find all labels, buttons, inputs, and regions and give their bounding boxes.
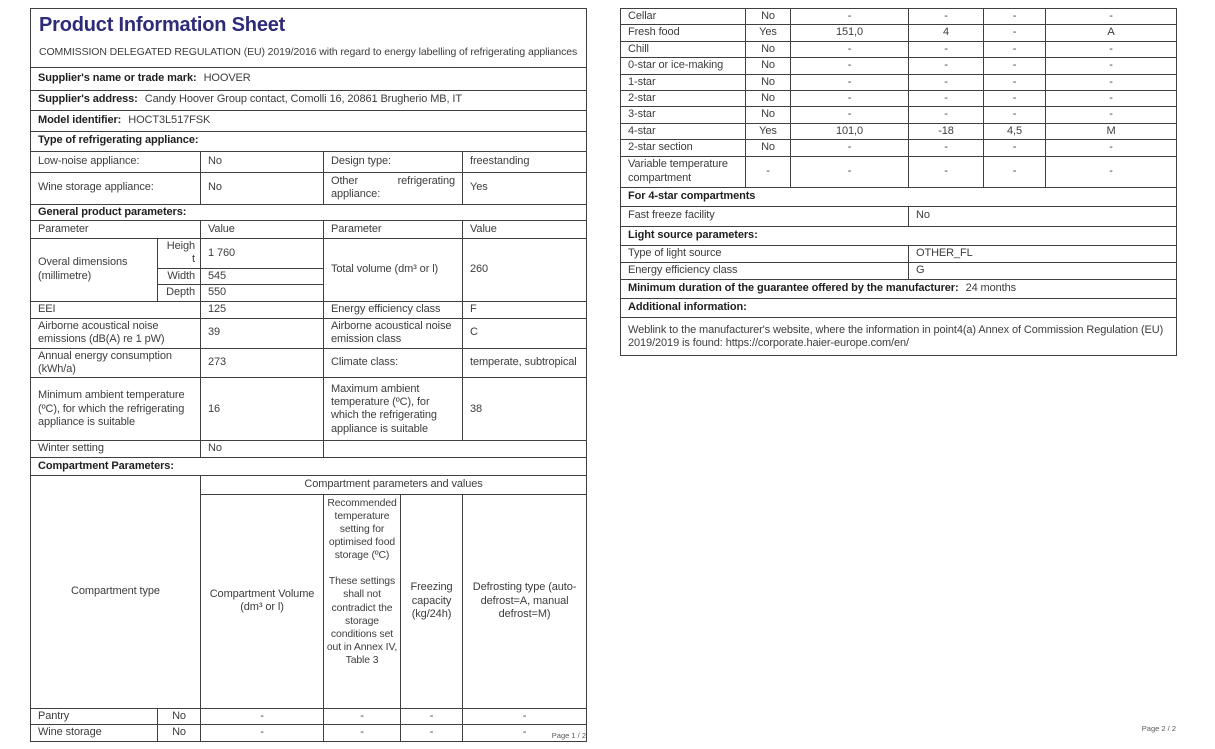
table-cell: Variable temperature compartment bbox=[621, 156, 746, 187]
table-cell: Minimum ambient temperature (ºC), for which the refrigerating appliance is suitable bbox=[31, 378, 201, 441]
table-cell: Airborne acoustical noise emission class bbox=[324, 318, 463, 348]
compartment-section-heading-row bbox=[31, 457, 587, 475]
table-cell: 273 bbox=[201, 348, 324, 378]
compartment-table-page2 bbox=[620, 8, 1177, 356]
table-cell: - bbox=[1046, 140, 1177, 156]
table-cell: No bbox=[746, 140, 791, 156]
table-cell: No bbox=[158, 708, 201, 724]
table-cell: 4 bbox=[909, 25, 984, 41]
table-cell: Design type: bbox=[324, 151, 463, 172]
table-cell: - bbox=[791, 140, 909, 156]
table-row bbox=[31, 172, 587, 204]
table-row bbox=[621, 91, 1177, 107]
fast-freeze-value: No bbox=[909, 206, 1177, 226]
table-cell: - bbox=[984, 156, 1046, 187]
table-cell: No bbox=[201, 151, 324, 172]
table-cell: Yes bbox=[463, 172, 587, 204]
table-cell: A bbox=[1046, 25, 1177, 41]
table-cell: No bbox=[201, 172, 324, 204]
compartment-section-heading: Compartment Parameters: bbox=[38, 459, 174, 472]
table-cell: 2-star section bbox=[621, 140, 746, 156]
table-row bbox=[31, 301, 587, 318]
page-title: Product Information Sheet bbox=[39, 14, 286, 36]
compartment-volume-header: Compartment Volume (dm³ or l) bbox=[201, 494, 324, 708]
four-star-heading: For 4-star compartments bbox=[628, 189, 756, 202]
table-cell: - bbox=[791, 156, 909, 187]
four-star-heading-row bbox=[621, 187, 1177, 206]
table-row bbox=[31, 318, 587, 348]
table-cell: 125 bbox=[201, 301, 324, 318]
table-cell: - bbox=[909, 74, 984, 90]
table-cell: 151,0 bbox=[791, 25, 909, 41]
table-cell: 39 bbox=[201, 318, 324, 348]
winter-setting-value: No bbox=[201, 441, 324, 457]
fast-freeze-label: Fast freeze facility bbox=[621, 206, 909, 226]
width-value: 545 bbox=[201, 268, 324, 284]
manufacturer-weblink[interactable]: https://corporate.haier-europe.com/en/ bbox=[725, 337, 910, 350]
compartment-rows-page2 bbox=[621, 9, 1177, 188]
page-1-footer: Page 1 / 2 bbox=[551, 731, 586, 740]
table-cell: - bbox=[909, 9, 984, 25]
compartment-type-header: Compartment type bbox=[31, 475, 201, 708]
general-section-heading-row bbox=[31, 204, 587, 220]
table-cell: - bbox=[463, 708, 587, 724]
guarantee-row bbox=[621, 279, 1177, 298]
freezing-capacity-header: Freezing capacity (kg/24h) bbox=[401, 494, 463, 708]
model-identifier-value: HOCT3L517FSK bbox=[128, 113, 211, 126]
table-row bbox=[621, 140, 1177, 156]
table-cell: 4-star bbox=[621, 123, 746, 139]
table-cell: - bbox=[791, 58, 909, 74]
table-cell: - bbox=[746, 156, 791, 187]
table-cell: temperate, subtropical bbox=[463, 348, 587, 378]
model-identifier-label: Model identifier: bbox=[38, 113, 122, 126]
table-cell: No bbox=[746, 74, 791, 90]
page-1 bbox=[30, 8, 586, 742]
supplier-name-label: Supplier's name or trade mark: bbox=[38, 71, 197, 84]
general-parameter-rows bbox=[31, 301, 587, 441]
type-of-appliance-rows bbox=[31, 151, 587, 204]
depth-label: Depth bbox=[158, 285, 201, 301]
table-cell: - bbox=[984, 41, 1046, 57]
page-2 bbox=[620, 8, 1176, 356]
table-cell: Type of light source bbox=[621, 245, 909, 262]
defrosting-type-header: Defrosting type (auto-defrost=A, manual defrost=M) bbox=[463, 494, 587, 708]
table-cell: - bbox=[1046, 107, 1177, 123]
dimensions-label: Overal dimensions (millimetre) bbox=[31, 238, 158, 301]
table-cell: - bbox=[909, 41, 984, 57]
param-header-2: Parameter bbox=[324, 220, 463, 238]
table-cell: 1-star bbox=[621, 74, 746, 90]
type-section-heading-row bbox=[31, 131, 587, 151]
table-cell: Energy efficiency class bbox=[324, 301, 463, 318]
light-section-heading: Light source parameters: bbox=[628, 228, 758, 241]
table-cell: C bbox=[463, 318, 587, 348]
table-cell: Pantry bbox=[31, 708, 158, 724]
title-block bbox=[31, 9, 587, 68]
table-cell: Annual energy consumption (kWh/a) bbox=[31, 348, 201, 378]
table-row bbox=[621, 262, 1177, 279]
table-row bbox=[621, 25, 1177, 41]
table-cell: - bbox=[401, 725, 463, 741]
table-row bbox=[31, 378, 587, 441]
table-cell: F bbox=[463, 301, 587, 318]
table-cell: No bbox=[746, 91, 791, 107]
additional-info-heading: Additional information: bbox=[628, 300, 747, 313]
model-identifier-row bbox=[31, 110, 587, 131]
table-cell: 101,0 bbox=[791, 123, 909, 139]
table-row bbox=[621, 107, 1177, 123]
table-cell: Wine storage bbox=[31, 725, 158, 741]
table-cell: - bbox=[1046, 58, 1177, 74]
table-cell: - bbox=[1046, 41, 1177, 57]
supplier-address-row bbox=[31, 90, 587, 110]
table-cell: 0-star or ice-making bbox=[621, 58, 746, 74]
value-header-2: Value bbox=[463, 220, 587, 238]
table-row bbox=[621, 9, 1177, 25]
table-cell: Cellar bbox=[621, 9, 746, 25]
table-cell: - bbox=[201, 725, 324, 741]
table-cell: - bbox=[984, 74, 1046, 90]
table-cell: freestanding bbox=[463, 151, 587, 172]
empty-cell bbox=[324, 441, 587, 457]
table-cell: - bbox=[791, 9, 909, 25]
table-cell: Energy efficiency class bbox=[621, 262, 909, 279]
param-header-1: Parameter bbox=[31, 220, 201, 238]
general-section-heading: General product parameters: bbox=[38, 205, 187, 218]
table-cell: - bbox=[984, 91, 1046, 107]
table-row bbox=[621, 74, 1177, 90]
table-row bbox=[621, 41, 1177, 57]
table-cell: No bbox=[158, 725, 201, 741]
page-2-footer: Page 2 / 2 bbox=[1141, 724, 1176, 733]
table-row bbox=[31, 151, 587, 172]
table-cell: - bbox=[791, 107, 909, 123]
table-cell: G bbox=[909, 262, 1177, 279]
table-cell: No bbox=[746, 9, 791, 25]
table-cell: Fresh food bbox=[621, 25, 746, 41]
table-row bbox=[621, 58, 1177, 74]
table-cell: - bbox=[984, 9, 1046, 25]
table-cell: - bbox=[791, 91, 909, 107]
table-cell: - bbox=[984, 58, 1046, 74]
table-cell: Maximum ambient temperature (ºC), for which the refrigerating appliance is suitable bbox=[324, 378, 463, 441]
table-cell: - bbox=[401, 708, 463, 724]
table-cell: - bbox=[324, 708, 401, 724]
table-cell: Yes bbox=[746, 123, 791, 139]
table-cell: - bbox=[324, 725, 401, 741]
table-cell: Yes bbox=[746, 25, 791, 41]
winter-setting-label: Winter setting bbox=[31, 441, 201, 457]
additional-info-heading-row bbox=[621, 298, 1177, 317]
table-cell: -18 bbox=[909, 123, 984, 139]
table-cell: 4,5 bbox=[984, 123, 1046, 139]
table-cell: - bbox=[791, 41, 909, 57]
total-volume-label: Total volume (dm³ or l) bbox=[324, 238, 463, 301]
value-header-1: Value bbox=[201, 220, 324, 238]
table-cell: EEI bbox=[31, 301, 201, 318]
supplier-address-label: Supplier's address: bbox=[38, 93, 138, 106]
table-row bbox=[621, 245, 1177, 262]
table-cell: 38 bbox=[463, 378, 587, 441]
table-cell: - bbox=[909, 107, 984, 123]
table-cell: - bbox=[909, 140, 984, 156]
depth-value: 550 bbox=[201, 285, 324, 301]
width-label: Width bbox=[158, 268, 201, 284]
table-cell: 3-star bbox=[621, 107, 746, 123]
guarantee-label: Minimum duration of the guarantee offered by the manufacturer: bbox=[628, 281, 959, 294]
table-cell: M bbox=[1046, 123, 1177, 139]
table-cell: 2-star bbox=[621, 91, 746, 107]
table-cell: Wine storage appliance: bbox=[31, 172, 201, 204]
recommended-temperature-text: Recommended temperature setting for optimised food storage (ºC) bbox=[327, 497, 397, 562]
supplier-address-value: Candy Hoover Group contact, Comolli 16, 20861 Brugherio MB, IT bbox=[144, 93, 462, 106]
table-cell: Other refrigerating appliance: bbox=[324, 172, 463, 204]
weblink-row bbox=[621, 317, 1177, 355]
table-cell: Climate class: bbox=[324, 348, 463, 378]
table-row bbox=[621, 123, 1177, 139]
light-source-rows bbox=[621, 245, 1177, 279]
table-cell: No bbox=[746, 107, 791, 123]
table-cell: - bbox=[1046, 91, 1177, 107]
product-info-table bbox=[30, 8, 587, 742]
page-subtitle: COMMISSION DELEGATED REGULATION (EU) 2019/2016 with regard to energy labelling of refrigerating appliances bbox=[39, 46, 578, 59]
table-row bbox=[31, 708, 587, 724]
table-cell: - bbox=[984, 140, 1046, 156]
table-cell: No bbox=[746, 58, 791, 74]
light-section-heading-row bbox=[621, 226, 1177, 245]
supplier-name-value: HOOVER bbox=[203, 71, 251, 84]
weblink-text: Weblink to the manufacturer's website, where the information in point4(a) Annex of Commission Regulation (EU) 2019/2019 is found: bbox=[628, 323, 1164, 350]
table-cell: - bbox=[791, 74, 909, 90]
recommended-temperature-header bbox=[324, 494, 401, 708]
table-cell: - bbox=[201, 708, 324, 724]
table-cell: Low-noise appliance: bbox=[31, 151, 201, 172]
supplier-name-row bbox=[31, 67, 587, 90]
table-cell: - bbox=[909, 156, 984, 187]
height-value: 1 760 bbox=[201, 238, 324, 268]
type-section-heading: Type of refrigerating appliance: bbox=[38, 134, 199, 147]
guarantee-value: 24 months bbox=[965, 281, 1017, 294]
height-label: Height bbox=[158, 238, 201, 268]
table-row bbox=[31, 348, 587, 378]
table-cell: OTHER_FL bbox=[909, 245, 1177, 262]
table-cell: 16 bbox=[201, 378, 324, 441]
table-cell: - bbox=[1046, 156, 1177, 187]
table-cell: - bbox=[984, 25, 1046, 41]
table-cell: Airborne acoustical noise emissions (dB(A) re 1 pW) bbox=[31, 318, 201, 348]
total-volume-value: 260 bbox=[463, 238, 587, 301]
recommended-temperature-note: These settings shall not contradict the storage conditions set out in Annex IV, Table 3 bbox=[326, 576, 398, 667]
table-cell: - bbox=[1046, 9, 1177, 25]
table-cell: - bbox=[984, 107, 1046, 123]
table-cell: - bbox=[1046, 74, 1177, 90]
compartment-params-span-header: Compartment parameters and values bbox=[201, 475, 587, 494]
table-cell: No bbox=[746, 41, 791, 57]
table-cell: - bbox=[909, 91, 984, 107]
table-cell: - bbox=[909, 58, 984, 74]
table-cell: Chill bbox=[621, 41, 746, 57]
table-cell: - bbox=[463, 725, 587, 741]
table-row bbox=[621, 156, 1177, 187]
